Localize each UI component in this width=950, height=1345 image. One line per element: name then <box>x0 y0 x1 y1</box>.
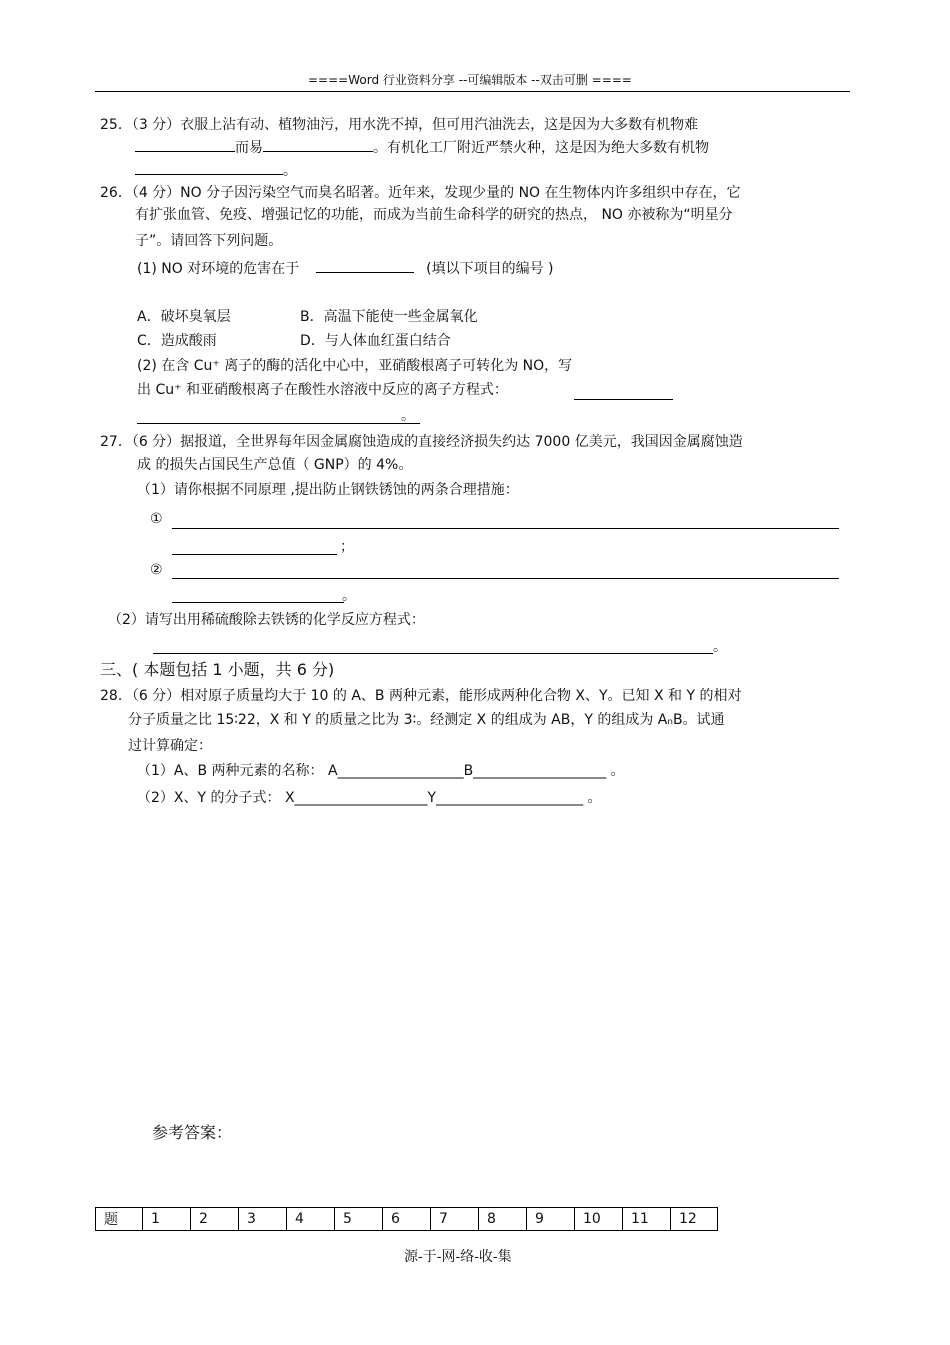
answer-table <box>95 1207 718 1231</box>
q25-line1: 25．（3 分）衣服上沾有动、植物油污，用水洗不掉，但可用汽油洗去，这是因为大多数有机物难 <box>100 117 699 133</box>
q27-circle-1: ① <box>150 511 163 527</box>
answer-blank[interactable] <box>137 423 420 424</box>
q28-line3: 过计算确定： <box>128 738 212 754</box>
q26-part1-note: (填以下项目的编号 ) <box>426 261 554 277</box>
q25-end: 。 <box>283 163 297 179</box>
answer-blank[interactable] <box>135 137 235 152</box>
q26-line2: 有扩张血管、免疫、增强记忆的功能，而成为当前生命科学的研究的热点， NO 亦被称为“明星分 <box>135 207 733 223</box>
table-cell: 2 <box>191 1208 239 1231</box>
q25-text-b: 而易 <box>235 140 263 156</box>
q28-line2: 分子质量之比 15∶22，X 和 Y 的质量之比为 3∶。经测定 X 的组成为 AB，Y 的组成为 AₙB。试通 <box>128 712 725 728</box>
q27-end: 。 <box>713 639 727 655</box>
q27-line1: 27．（6 分）据报道，全世界每年因金属腐蚀造成的直接经济损失约达 7000 亿美元，我国因金属腐蚀造 <box>100 434 743 450</box>
table-cell: 4 <box>287 1208 335 1231</box>
table-cell: 9 <box>527 1208 575 1231</box>
table-cell: 3 <box>239 1208 287 1231</box>
section-3-title: 三、( 本题包括 1 小题，共 6 分) <box>100 660 335 679</box>
q27-line2: 成 的损失占国民生产总值（ GNP）的 4%。 <box>137 457 413 473</box>
table-cell: 8 <box>479 1208 527 1231</box>
q25-line2 <box>135 137 709 158</box>
table-cell: 题 <box>96 1208 143 1231</box>
q27-part1: （1）请你根据不同原理 ,提出防止钢铁锈蚀的两条合理措施： <box>137 482 519 498</box>
answer-blank[interactable] <box>172 578 839 579</box>
q28-part2: （2）X、Y 的分子式： X___________________Y_____________________ 。 <box>137 790 602 806</box>
table-cell: 6 <box>383 1208 431 1231</box>
q26-part2-line1: (2) 在含 Cu⁺ 离子的酶的活化中心中，亚硝酸根离子可转化为 NO，写 <box>137 358 573 374</box>
table-cell: 12 <box>671 1208 718 1231</box>
answer-blank[interactable] <box>263 137 373 152</box>
q26-part1 <box>137 258 554 279</box>
page-header: ====Word 行业资料分享 --可编辑版本 --双击可删 ==== <box>308 73 632 87</box>
q27-period: 。 <box>342 588 356 604</box>
q26-option-d: D．与人体血红蛋白结合 <box>300 333 451 349</box>
answer-blank[interactable] <box>316 258 414 273</box>
table-cell: 7 <box>431 1208 479 1231</box>
q28-part1: （1）A、B 两种元素的名称： A__________________B___________________ 。 <box>137 763 625 779</box>
q25-text-c: 。有机化工厂附近严禁火种，这是因为绝大多数有机物 <box>373 140 709 156</box>
q26-end: 。 <box>401 408 415 424</box>
q26-option-a: A．破坏臭氧层 <box>137 309 231 325</box>
table-cell: 1 <box>143 1208 191 1231</box>
q26-part2-line2: 出 Cu⁺ 和亚硝酸根离子在酸性水溶液中反应的离子方程式： <box>137 382 508 398</box>
q26-part1-text: (1) NO 对环境的危害在于 <box>137 261 300 277</box>
q26-line3: 子”。请回答下列问题。 <box>135 233 283 249</box>
q27-semicolon: ； <box>340 539 354 555</box>
q25-line3 <box>135 160 297 181</box>
answer-blank[interactable] <box>135 160 283 175</box>
page-footer: 源-于-网-络-收-集 <box>404 1249 512 1265</box>
answer-blank[interactable] <box>172 554 337 555</box>
answer-blank[interactable] <box>153 653 713 654</box>
table-row <box>96 1208 718 1231</box>
q26-line1: 26．（4 分）NO 分子因污染空气而臭名昭著。近年来，发现少量的 NO 在生物体内许多组织中存在，它 <box>100 185 741 201</box>
table-cell: 10 <box>575 1208 623 1231</box>
q28-line1: 28．（6 分）相对原子质量均大于 10 的 A、B 两种元素，能形成两种化合物 X、Y。已知 X 和 Y 的相对 <box>100 688 742 704</box>
q26-option-b: B．高温下能使一些金属氧化 <box>300 309 478 325</box>
header-rule <box>95 91 850 92</box>
answer-blank[interactable] <box>172 528 839 529</box>
answer-blank[interactable] <box>172 602 344 603</box>
q26-option-c: C．造成酸雨 <box>137 333 217 349</box>
answer-key-title: 参考答案： <box>152 1123 233 1142</box>
q27-circle-2: ② <box>150 562 163 578</box>
answer-blank[interactable] <box>574 399 673 400</box>
q27-part2: （2）请写出用稀硫酸除去铁锈的化学反应方程式： <box>108 612 425 628</box>
table-cell: 5 <box>335 1208 383 1231</box>
table-cell: 11 <box>623 1208 671 1231</box>
